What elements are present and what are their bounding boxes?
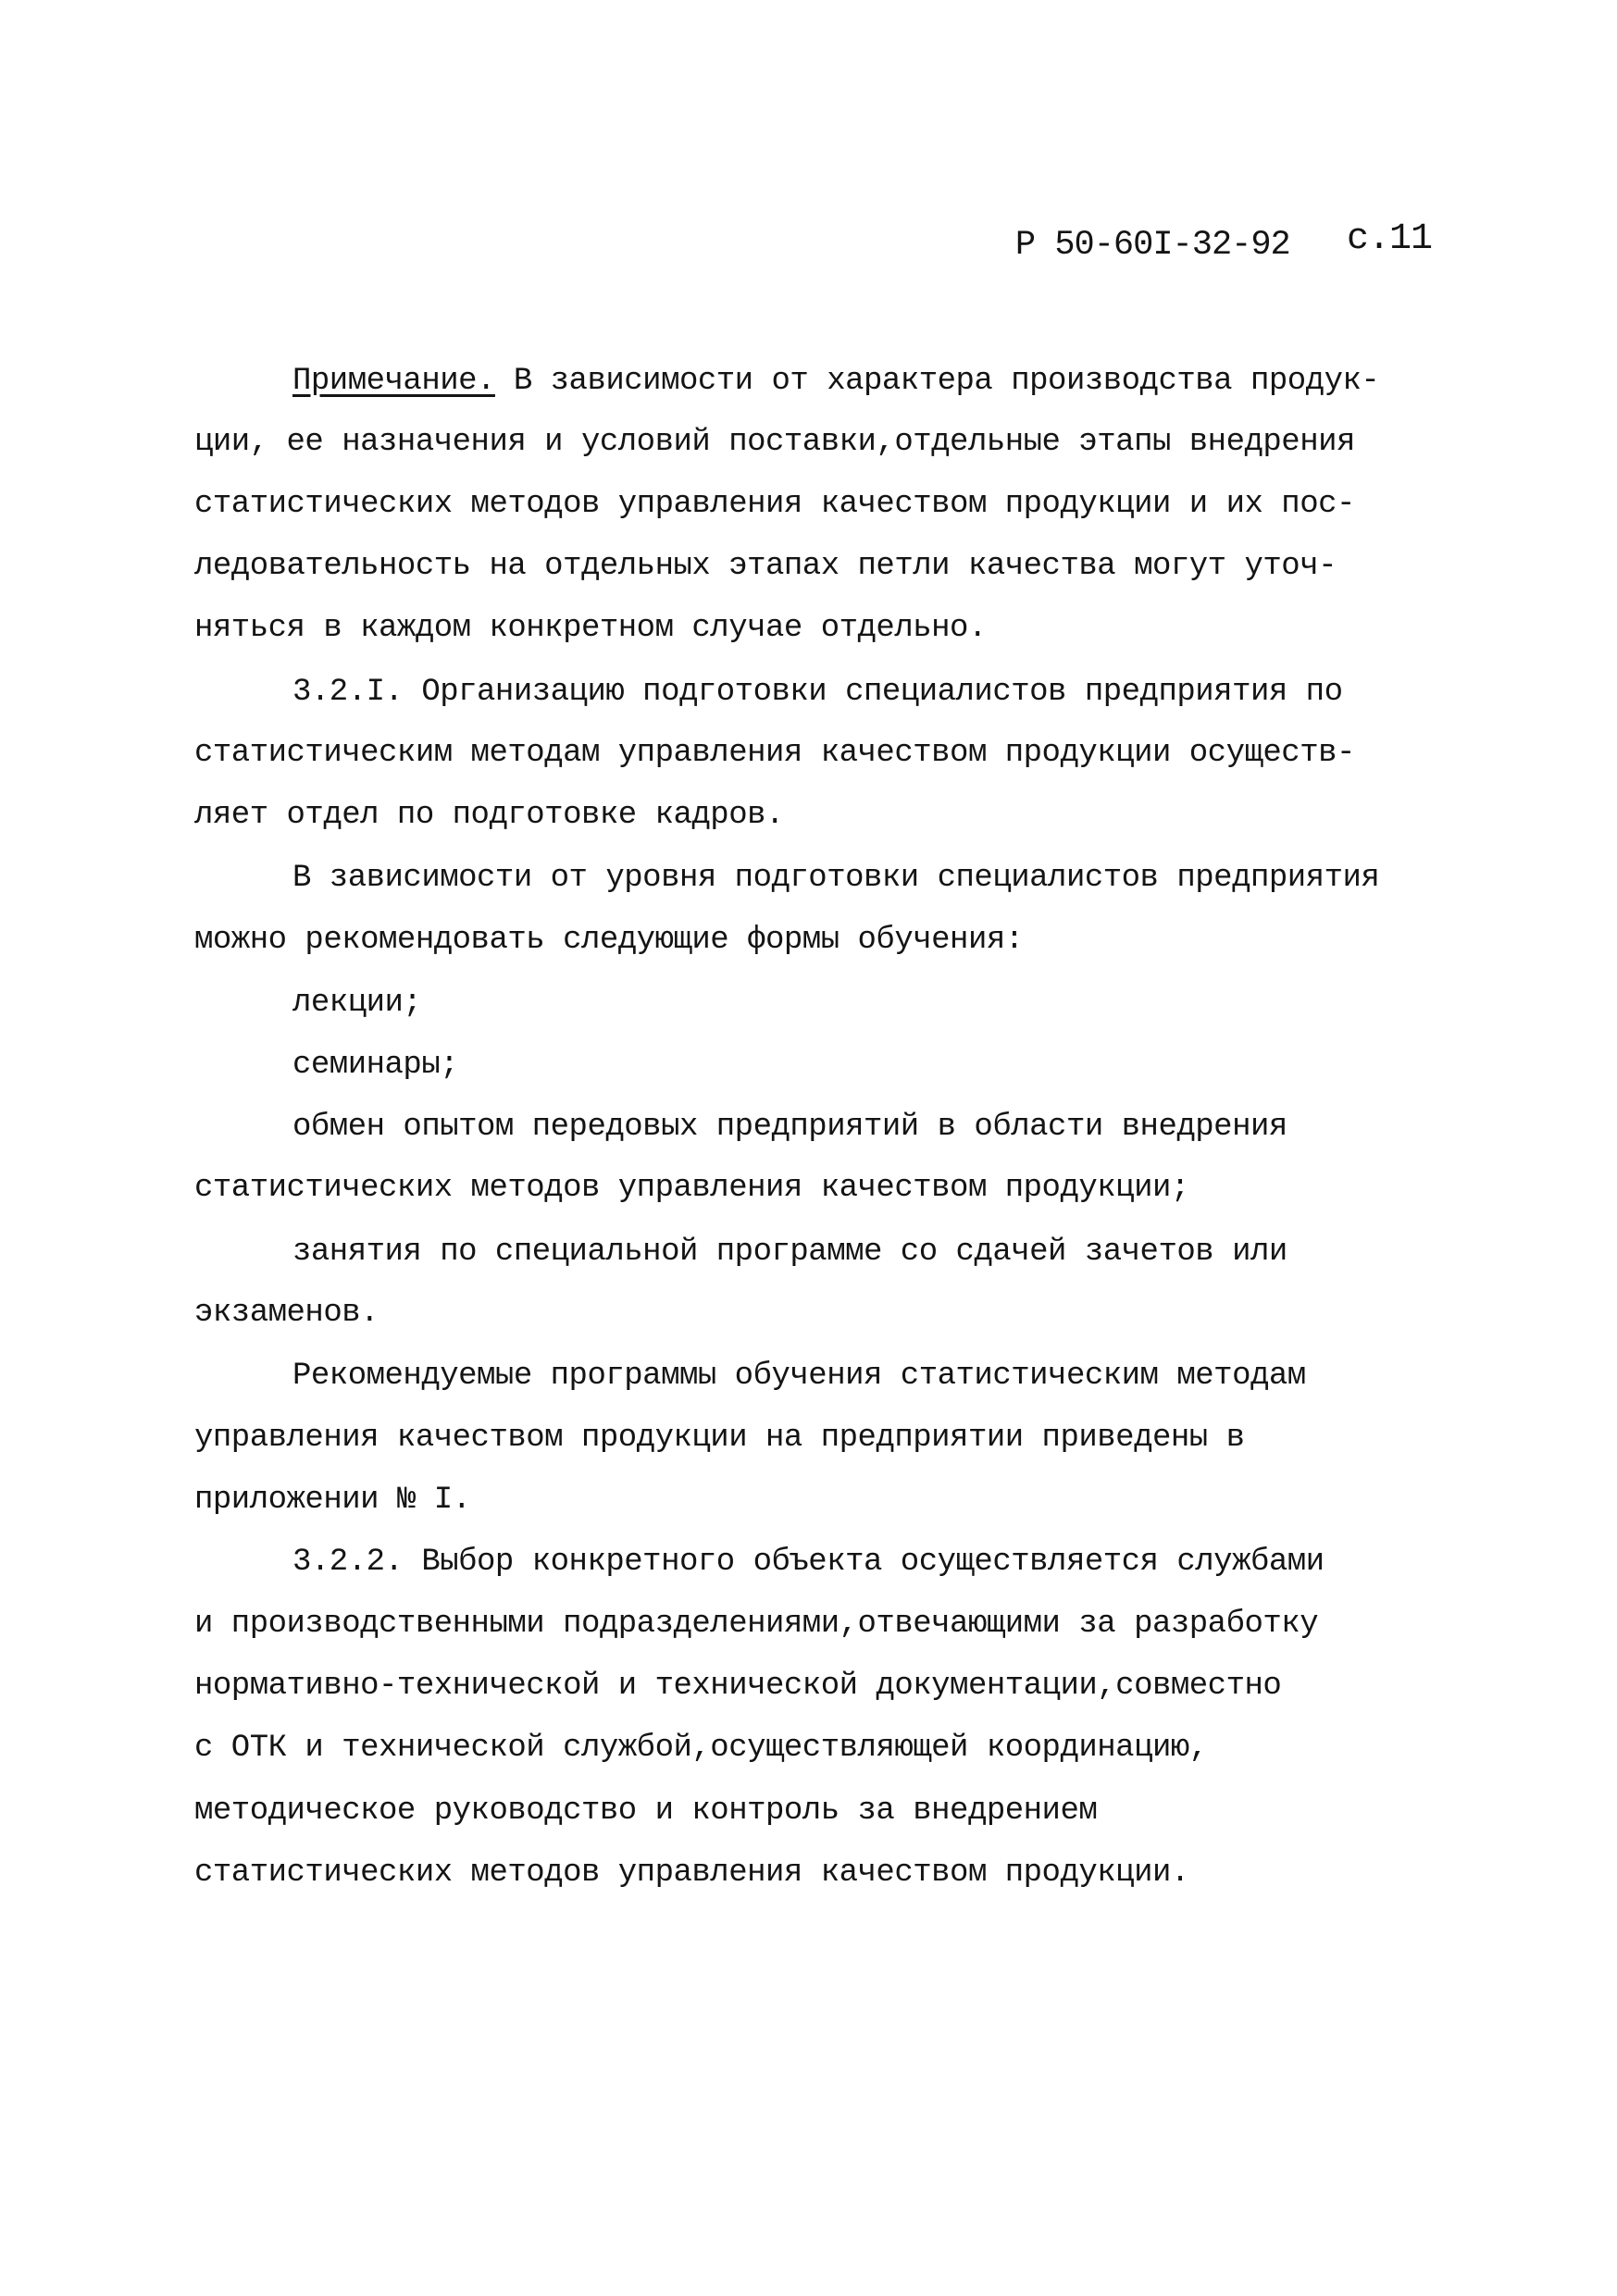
page-header (1014, 218, 1432, 266)
section-3-2-2-line: статистических методов управления качеством продукции. (194, 1855, 1189, 1891)
programs-line: Рекомендуемые программы обучения статистическим методам (292, 1359, 1306, 1394)
programs-line: управления качеством продукции на предприятии приведены в (194, 1421, 1245, 1456)
list-item-lectures: лекции; (292, 986, 422, 1021)
page-number: с.11 (1346, 218, 1432, 260)
note-line: статистических методов управления качеством продукции и их пос- (194, 487, 1355, 522)
note-line: няться в каждом конкретном случае отдельно. (194, 611, 987, 646)
document-code: Р 50-60I-32-92 (1014, 226, 1290, 265)
forms-intro-line: В зависимости от уровня подготовки специалистов предприятия (292, 861, 1380, 896)
section-3-2-2-line: и производственными подразделениями,отвечающими за разработку (194, 1607, 1319, 1642)
list-item-experience-exchange: обмен опытом передовых предприятий в области внедрения (292, 1110, 1287, 1145)
note-line: ледовательность на отдельных этапах петли качества могут уточ- (194, 549, 1337, 584)
section-3-2-2-line: 3.2.2. Выбор конкретного объекта осуществляется службами (292, 1545, 1325, 1580)
section-3-2-1-line: 3.2.I. Организацию подготовки специалистов предприятия по (292, 675, 1343, 710)
list-item-special-program: занятия по специальной программе со сдачей зачетов или (292, 1235, 1287, 1270)
section-3-2-2-line: методическое руководство и контроль за внедрением (194, 1793, 1098, 1829)
forms-intro-line: можно рекомендовать следующие формы обучения: (194, 923, 1024, 958)
section-3-2-2-line: нормативно-технической и технической документации,совместно (194, 1669, 1282, 1704)
note-line: ции, ее назначения и условий поставки,отдельные этапы внедрения (194, 425, 1355, 460)
list-item-special-program-cont: экзаменов. (194, 1296, 379, 1331)
section-3-2-2-line: с ОТК и технической службой,осуществляющей координацию, (194, 1731, 1208, 1766)
note-label: Примечание. (292, 364, 495, 399)
note-line (292, 363, 1379, 400)
list-item-experience-exchange-cont: статистических методов управления качеством продукции; (194, 1171, 1189, 1206)
note-text: В зависимости от характера производства продук- (494, 364, 1380, 399)
list-item-seminars: семинары; (292, 1048, 459, 1083)
programs-line: приложении № I. (194, 1483, 471, 1518)
section-3-2-1-line: статистическим методам управления качеством продукции осуществ- (194, 736, 1355, 771)
section-3-2-1-line: ляет отдел по подготовке кадров. (194, 798, 784, 833)
